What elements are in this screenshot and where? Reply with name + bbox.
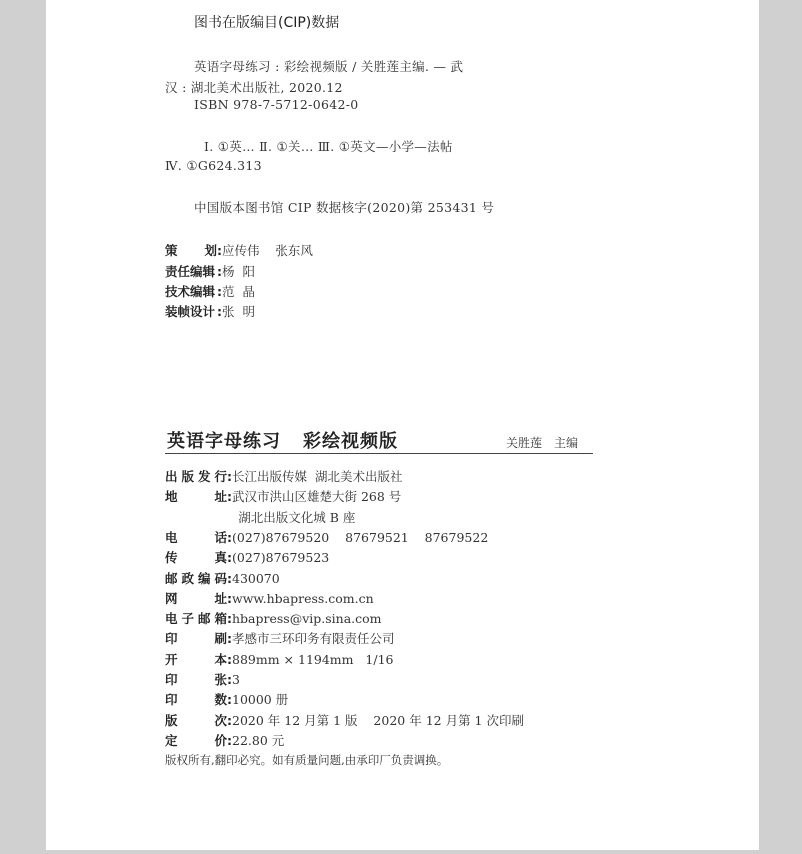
colon: :	[227, 550, 232, 566]
publication-value: 889mm × 1194mm 1/16	[232, 651, 394, 667]
book-editor	[506, 434, 578, 451]
publication-label	[165, 731, 227, 749]
publication-label-char: 政	[181, 570, 194, 586]
cip-title: 图书在版编目(CIP)数据	[194, 15, 340, 31]
publication-label-char: 价	[214, 732, 227, 748]
publication-label	[165, 690, 227, 708]
publication-label-char: 出	[165, 469, 178, 484]
staff-value: 范 晶	[222, 284, 255, 299]
publication-label-char: 印	[165, 631, 178, 647]
colon: :	[227, 651, 232, 667]
publication-label-char: 版	[181, 469, 194, 484]
colon: :	[217, 243, 222, 258]
publication-label-char: 码	[214, 570, 227, 586]
cip-class-line-2: Ⅳ. ①G624.313	[165, 158, 262, 173]
colon: :	[227, 672, 232, 687]
book-title-sub: 彩绘视频版	[303, 431, 398, 452]
publication-label	[165, 670, 227, 688]
publication-row	[165, 467, 402, 485]
colon: :	[227, 570, 232, 586]
copyright-notice: 版权所有,翻印必究。如有质量问题,由承印厂负责调换。	[165, 753, 449, 767]
publication-label	[165, 487, 227, 505]
staff-label-char: 策	[165, 243, 178, 258]
colon: :	[227, 529, 232, 545]
colon: :	[217, 304, 222, 319]
publication-row	[165, 589, 374, 607]
publication-label	[165, 629, 227, 647]
publication-label-char: 地	[165, 489, 178, 505]
publication-label-char: 邮	[197, 611, 211, 627]
staff-row-editor	[165, 262, 255, 280]
publication-value: 430070	[232, 570, 280, 586]
publication-label-char: 话	[214, 529, 227, 545]
publication-value: 22.80 元	[232, 732, 285, 748]
staff-label-char: 划	[204, 243, 217, 258]
publication-value: 武汉市洪山区雄楚大街 268 号	[232, 489, 402, 505]
book-title-main: 英语字母练习	[167, 431, 281, 452]
editor-name: 关胜莲	[506, 436, 543, 450]
publication-row	[165, 670, 240, 688]
colon: :	[227, 489, 232, 505]
publication-row	[165, 629, 395, 647]
publication-label-char: 次	[214, 712, 227, 728]
publication-label-char: 子	[181, 611, 194, 627]
colon: :	[227, 631, 232, 647]
publication-label	[165, 609, 227, 627]
publication-label-char: 本	[214, 651, 227, 667]
publication-label-char: 邮	[165, 570, 178, 586]
publication-row	[165, 487, 401, 505]
publication-label-char: 电	[165, 611, 178, 627]
publication-value: (027)87679520 87679521 87679522	[232, 529, 489, 545]
publication-label-char: 真	[214, 550, 227, 566]
colon: :	[227, 692, 232, 708]
cip-number: 中国版本图书馆 CIP 数据核字(2020)第 253431 号	[194, 200, 495, 215]
publication-label-char: 开	[165, 651, 178, 667]
publication-row	[165, 569, 280, 587]
publication-label-char: 印	[165, 692, 178, 708]
publication-value: 10000 册	[232, 692, 289, 708]
staff-label	[165, 241, 217, 259]
staff-label: 装帧设计	[165, 304, 216, 319]
title-divider	[165, 453, 593, 454]
publication-label	[165, 528, 227, 546]
staff-value: 张 明	[222, 304, 255, 319]
publication-label	[165, 650, 227, 668]
publication-label-char: 传	[165, 550, 178, 566]
publication-value: hbapress@vip.sina.com	[232, 611, 382, 627]
publication-label-char: 版	[165, 712, 178, 728]
publication-row	[165, 528, 488, 546]
publication-label-char: 刷	[214, 631, 227, 647]
publication-value: 湖北出版文化城 B 座	[238, 509, 356, 525]
colon: :	[227, 590, 232, 606]
publication-label-char: 定	[165, 732, 178, 748]
staff-row-designer	[165, 302, 255, 320]
publication-label-char: 址	[214, 489, 227, 505]
staff-value: 杨 阳	[222, 264, 255, 279]
publication-label-char: 箱	[214, 611, 227, 627]
publication-value: 孝感市三环印务有限责任公司	[232, 631, 395, 647]
publication-label-char: 发	[197, 469, 211, 484]
publication-row	[165, 731, 284, 749]
publication-row	[165, 508, 355, 526]
publication-label-char: 数	[214, 692, 227, 708]
colon: :	[217, 264, 222, 279]
publication-label	[165, 711, 227, 729]
publication-value: 3	[232, 672, 240, 687]
publication-label	[165, 569, 227, 587]
cip-line-1: 英语字母练习 : 彩绘视频版 / 关胜莲主编. — 武	[194, 59, 464, 74]
publication-label	[165, 548, 227, 566]
publication-value: 2020 年 12 月第 1 版 2020 年 12 月第 1 次印刷	[232, 712, 524, 728]
publication-row	[165, 711, 524, 729]
publication-row	[165, 609, 382, 627]
publication-label-char: 电	[165, 529, 178, 545]
cip-class-line-1: Ⅰ. ①英… Ⅱ. ①关… Ⅲ. ①英文—小学—法帖	[204, 139, 453, 154]
publication-label	[165, 467, 227, 485]
cip-line-2: 汉 : 湖北美术出版社, 2020.12	[165, 80, 343, 95]
copyright-page	[46, 0, 759, 850]
colon: :	[227, 611, 232, 627]
publication-label-char: 行	[214, 469, 227, 484]
editor-role: 主编	[554, 436, 579, 450]
staff-label: 责任编辑	[165, 264, 216, 279]
publication-label-char: 网	[165, 590, 178, 606]
book-title	[167, 427, 398, 453]
colon: :	[217, 284, 222, 299]
staff-label: 技术编辑	[165, 284, 216, 299]
publication-value: 长江出版传媒 湖北美术出版社	[232, 469, 403, 484]
cip-isbn: ISBN 978-7-5712-0642-0	[194, 97, 359, 112]
publication-value: www.hbapress.com.cn	[232, 590, 374, 606]
staff-row-planner	[165, 241, 313, 259]
colon: :	[227, 732, 232, 748]
publication-label-char: 址	[214, 590, 227, 606]
publication-row	[165, 650, 394, 668]
publication-label-char: 张	[214, 672, 227, 687]
publication-row	[165, 548, 329, 566]
colon: :	[227, 469, 232, 484]
publication-label-char: 编	[197, 570, 211, 586]
colon: :	[227, 712, 232, 728]
publication-label	[165, 589, 227, 607]
staff-value: 应传伟 张东风	[222, 243, 313, 258]
publication-label-char: 印	[165, 672, 178, 687]
publication-value: (027)87679523	[232, 550, 330, 566]
staff-row-tech-editor	[165, 282, 255, 300]
publication-row	[165, 690, 288, 708]
